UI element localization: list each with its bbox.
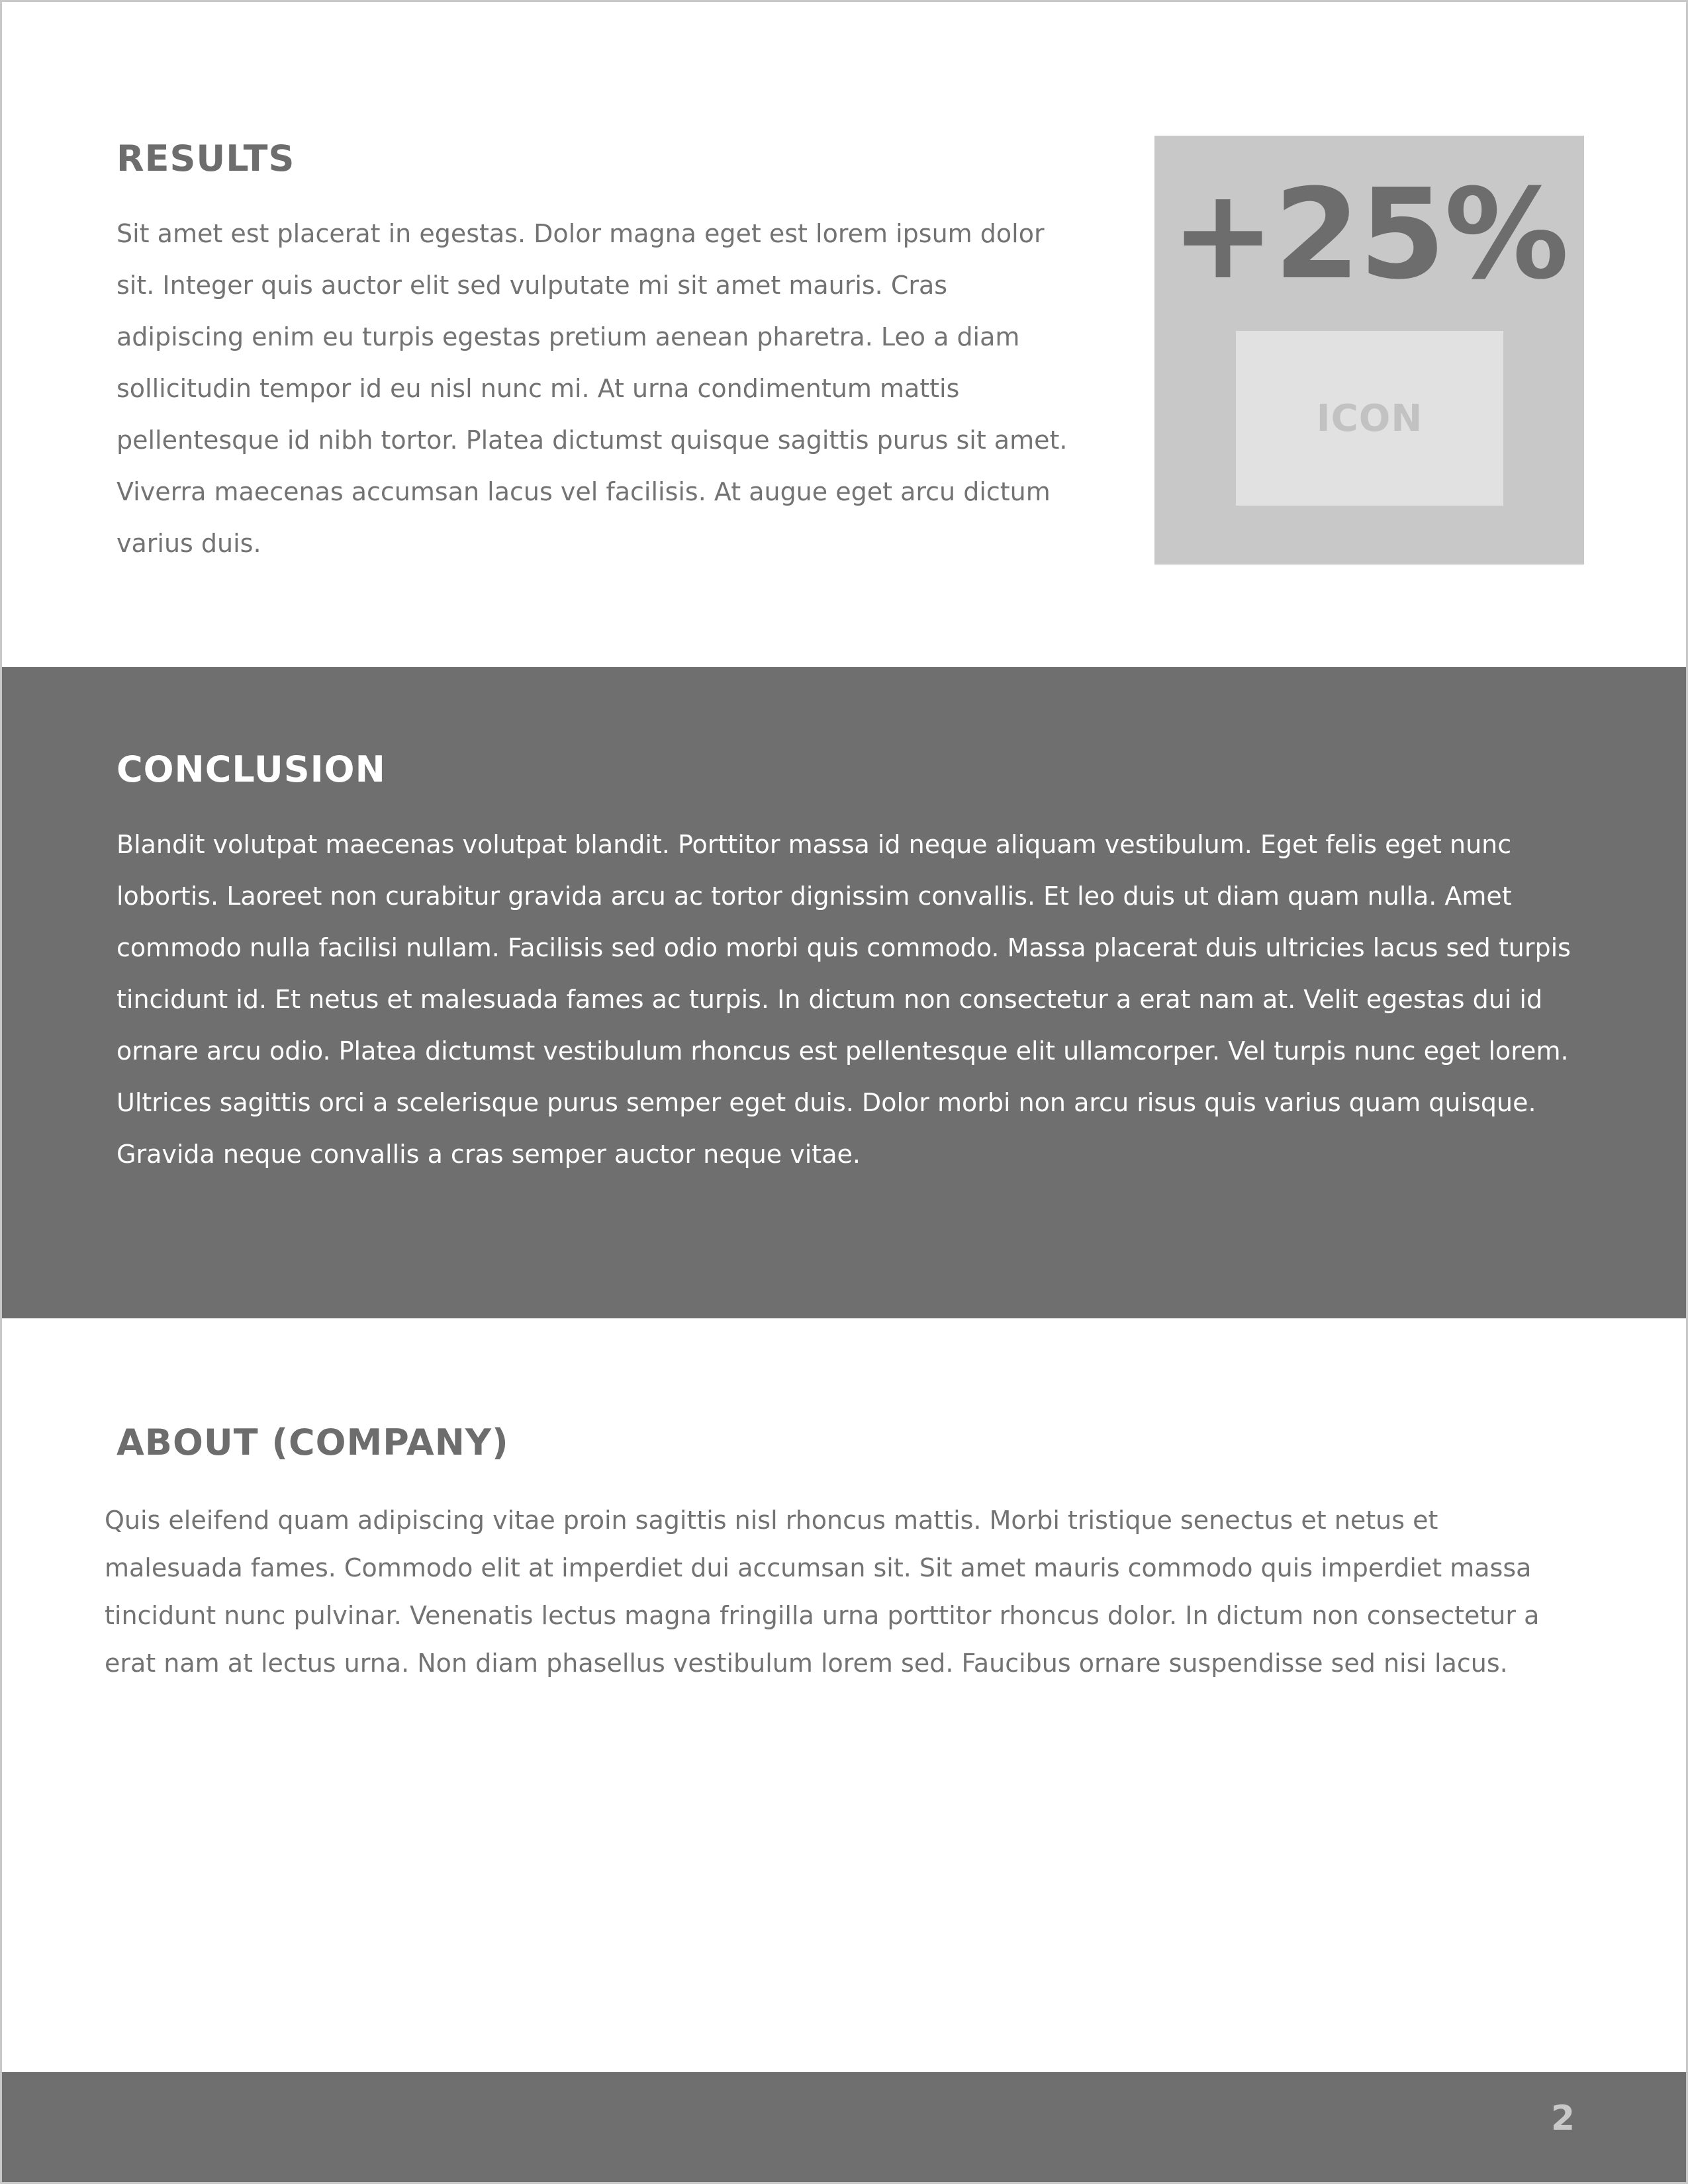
- results-paragraph: Sit amet est placerat in egestas. Dolor magna eget est lorem ipsum dolor sit. Integer quis auctor elit sed vulputate mi sit amet mauris. Cras adipiscing enim eu turpis egestas pretium aenean pharetra. Leo a diam sollicitudin tempor id eu nisl nunc mi. At urna condimentum mattis pellentesque id nibh tortor. Platea dictumst quisque sagittis purus sit amet. Viverra maecenas accumsan lacus vel facilisis. At augue eget arcu dictum varius duis.: [117, 219, 1068, 558]
- stat-value: +25%: [1170, 162, 1568, 307]
- icon-placeholder: [1236, 331, 1503, 506]
- stat-card: [1154, 136, 1584, 565]
- page-footer: [2, 2072, 1686, 2184]
- conclusion-section: [2, 667, 1686, 1318]
- page-number: 2: [1550, 2099, 1575, 2138]
- about-paragraph: Quis eleifend quam adipiscing vitae proin sagittis nisl rhoncus mattis. Morbi tristique senectus et netus et malesuada fames. Commodo elit at imperdiet dui accumsan sit. Sit amet mauris commodo quis imperdiet massa tincidunt nunc pulvinar. Venenatis lectus magna fringilla urna porttitor rhoncus dolor. In dictum non consectetur a erat nam at lectus urna. Non diam phasellus vestibulum lorem sed. Faucibus ornare suspendisse sed nisi lacus.: [105, 1506, 1540, 1678]
- results-heading: RESULTS: [117, 138, 295, 179]
- conclusion-paragraph: Blandit volutpat maecenas volutpat blandit. Porttitor massa id neque aliquam vestibulum. Eget felis eget nunc lobortis. Laoreet non curabitur gravida arcu ac tortor dignissim convallis. Et leo duis ut diam quam nulla. Amet commodo nulla facilisi nullam. Facilisis sed odio morbi quis commodo. Massa placerat duis ultricies lacus sed turpis tincidunt id. Et netus et malesuada fames ac turpis. In dictum non consectetur a erat nam at. Velit egestas dui id ornare arcu odio. Platea dictumst vestibulum rhoncus est pellentesque elit ullamcorper. Vel turpis nunc eget lorem. Ultrices sagittis orci a scelerisque purus semper eget duis. Dolor morbi non arcu risus quis varius quam quisque. Gravida neque convallis a cras semper auctor neque vitae.: [117, 830, 1571, 1169]
- about-heading: ABOUT (COMPANY): [117, 1422, 509, 1463]
- icon-placeholder-label: ICON: [1316, 396, 1423, 440]
- conclusion-heading: CONCLUSION: [117, 749, 386, 790]
